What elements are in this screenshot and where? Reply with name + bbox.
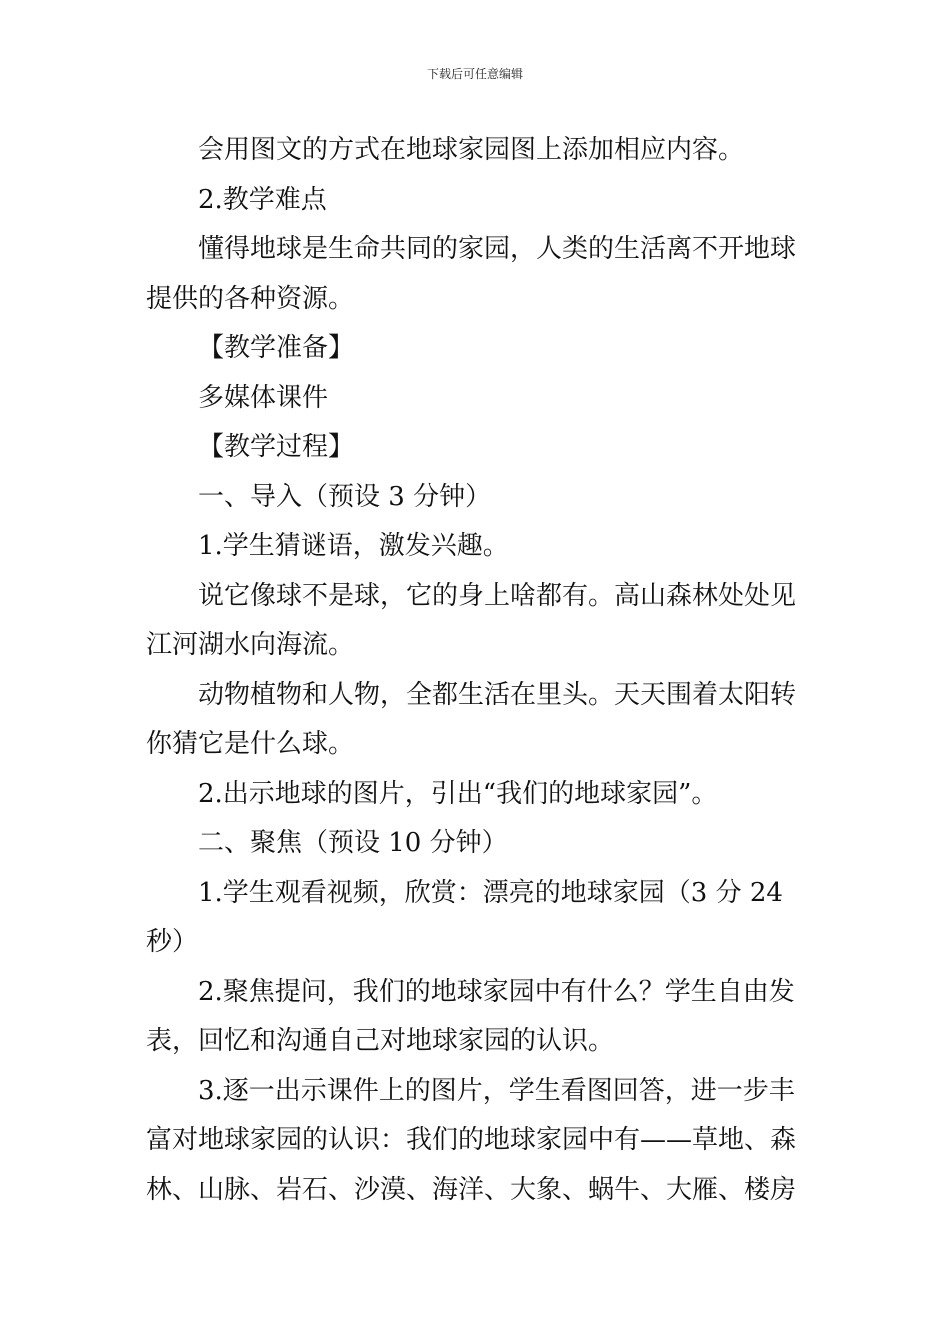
text-line: 表，回忆和沟通自己对地球家园的认识。: [146, 1026, 615, 1056]
section-heading: 一、导入（预设 3 分钟）: [198, 481, 492, 512]
text-line: 多媒体课件: [198, 382, 329, 413]
text-line: 江河湖水向海流。: [146, 630, 355, 660]
text-line: 秒）: [146, 927, 199, 957]
text-line: 富对地球家园的认识：我们的地球家园中有——草地、森: [146, 1125, 797, 1155]
text-line: 懂得地球是生命共同的家园，人类的生活离不开地球: [198, 234, 797, 264]
page-header-note: 下载后可任意编辑: [426, 67, 523, 81]
text-line: 动物植物和人物，全都生活在里头。天天围着太阳转: [198, 679, 797, 710]
text-line: 林、山脉、岩石、沙漠、海洋、大象、蜗牛、大雁、楼房: [146, 1174, 797, 1205]
text-line: 你猜它是什么球。: [146, 729, 355, 759]
text-line: 说它像球不是球，它的身上啥都有。高山森林处处见: [198, 580, 797, 611]
section-heading: 【教学准备】: [198, 333, 355, 363]
text-line: 提供的各种资源。: [146, 283, 355, 314]
text-line: 1.学生观看视频，欣赏：漂亮的地球家园（3 分 24: [198, 877, 783, 908]
text-line: 3.逐一出示课件上的图片，学生看图回答，进一步丰: [198, 1075, 795, 1106]
text-line: 1.学生猜谜语，激发兴趣。: [198, 531, 509, 561]
section-heading: 二、聚焦（预设 10 分钟）: [198, 828, 508, 858]
section-heading: 【教学过程】: [198, 432, 355, 462]
text-line: 2.聚焦提问，我们的地球家园中有什么？学生自由发: [198, 976, 795, 1007]
text-line: 2.出示地球的图片，引出“我们的地球家园”。: [198, 778, 718, 809]
section-heading: 2.教学难点: [198, 184, 327, 215]
document-body: [146, 126, 806, 1215]
text-line: 会用图文的方式在地球家园图上添加相应内容。: [198, 135, 745, 165]
